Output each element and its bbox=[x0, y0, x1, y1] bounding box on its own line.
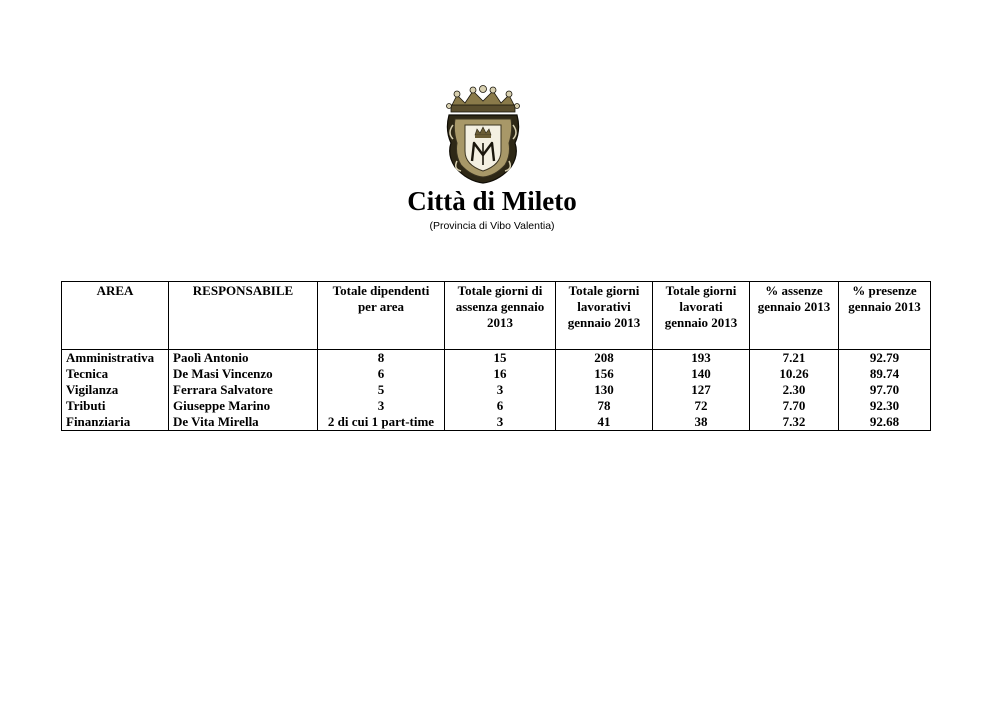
table-cell: 89.74 bbox=[839, 366, 931, 382]
table-cell: 41 bbox=[556, 414, 653, 431]
table-cell: Amministrativa bbox=[62, 350, 169, 367]
table-row bbox=[62, 366, 931, 382]
town-name: Città di Mileto bbox=[407, 186, 577, 216]
column-header: Totale giorni di assenza gennaio 2013 bbox=[445, 282, 556, 350]
table-cell: 127 bbox=[653, 382, 750, 398]
table-cell: 15 bbox=[445, 350, 556, 367]
column-header: RESPONSABILE bbox=[169, 282, 318, 350]
table-row bbox=[62, 414, 931, 431]
table-cell: 38 bbox=[653, 414, 750, 431]
column-header: % assenze gennaio 2013 bbox=[750, 282, 839, 350]
table-cell: De Vita Mirella bbox=[169, 414, 318, 431]
table-row bbox=[62, 398, 931, 414]
table-cell: 3 bbox=[318, 398, 445, 414]
table-cell: 16 bbox=[445, 366, 556, 382]
table-cell: 156 bbox=[556, 366, 653, 382]
coat-of-arms-icon bbox=[443, 85, 523, 185]
table-row bbox=[62, 350, 931, 367]
table-row bbox=[62, 382, 931, 398]
table-cell: 7.21 bbox=[750, 350, 839, 367]
table-cell: 5 bbox=[318, 382, 445, 398]
table-cell: Finanziaria bbox=[62, 414, 169, 431]
table-cell: 3 bbox=[445, 414, 556, 431]
table-cell: 140 bbox=[653, 366, 750, 382]
table-cell: Tecnica bbox=[62, 366, 169, 382]
table-cell: 6 bbox=[445, 398, 556, 414]
attendance-table bbox=[61, 281, 931, 431]
table-cell: 72 bbox=[653, 398, 750, 414]
table-cell: 130 bbox=[556, 382, 653, 398]
column-header: AREA bbox=[62, 282, 169, 350]
table-cell: 92.30 bbox=[839, 398, 931, 414]
table-cell: 92.68 bbox=[839, 414, 931, 431]
table-cell: 97.70 bbox=[839, 382, 931, 398]
column-header: % presenze gennaio 2013 bbox=[839, 282, 931, 350]
table-cell: 3 bbox=[445, 382, 556, 398]
table-cell: 2 di cui 1 part-time bbox=[318, 414, 445, 431]
table-cell: 6 bbox=[318, 366, 445, 382]
table-cell: Ferrara Salvatore bbox=[169, 382, 318, 398]
table-cell: Giuseppe Marino bbox=[169, 398, 318, 414]
table-cell: 10.26 bbox=[750, 366, 839, 382]
column-header: Totale giorni lavorati gennaio 2013 bbox=[653, 282, 750, 350]
table-cell: 193 bbox=[653, 350, 750, 367]
table-cell: 78 bbox=[556, 398, 653, 414]
column-header: Totale giorni lavorativi gennaio 2013 bbox=[556, 282, 653, 350]
table-cell: 7.70 bbox=[750, 398, 839, 414]
table-cell: 2.30 bbox=[750, 382, 839, 398]
table-cell: Tributi bbox=[62, 398, 169, 414]
table-cell: Vigilanza bbox=[62, 382, 169, 398]
table-cell: 92.79 bbox=[839, 350, 931, 367]
table-header-row bbox=[62, 282, 931, 350]
province-name: (Provincia di Vibo Valentia) bbox=[429, 220, 555, 232]
table-cell: 208 bbox=[556, 350, 653, 367]
table-cell: Paolì Antonio bbox=[169, 350, 318, 367]
column-header: Totale dipendenti per area bbox=[318, 282, 445, 350]
table-cell: 7.32 bbox=[750, 414, 839, 431]
page-subtitle bbox=[0, 219, 992, 233]
page-title bbox=[0, 184, 992, 218]
table-cell: De Masi Vincenzo bbox=[169, 366, 318, 382]
table-cell: 8 bbox=[318, 350, 445, 367]
